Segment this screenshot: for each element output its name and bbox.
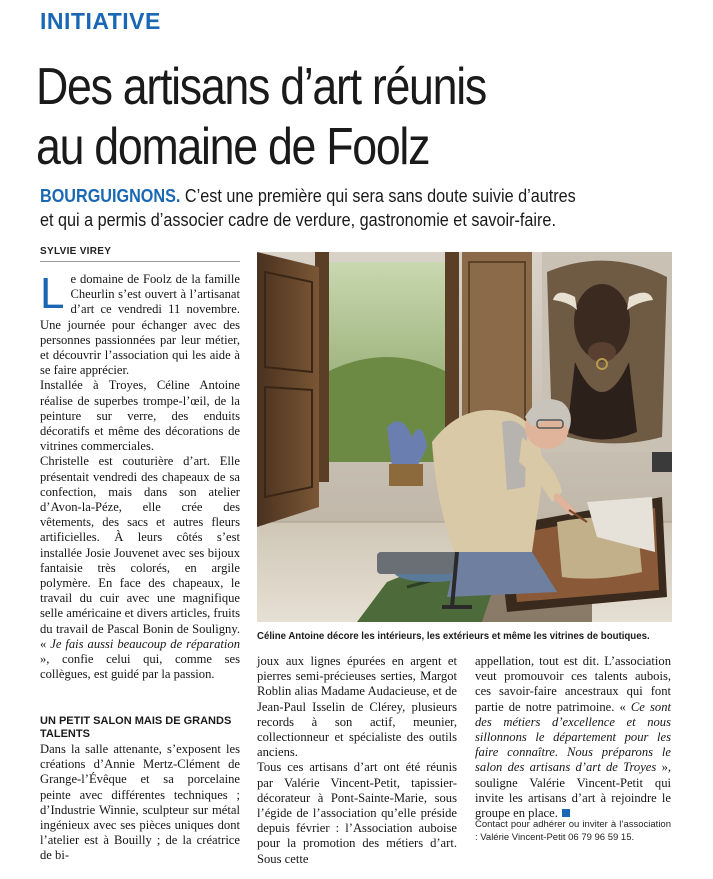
subheading: UN PETIT SALON MAIS DE GRANDS TALENTS (40, 715, 232, 740)
paragraph-7-end: », souligne Valérie Vincent-Petit qui invite les artisans d’art à rejoindre le groupe en place. (475, 760, 672, 821)
article-photo (257, 252, 672, 622)
lead-text-1: C’est une première qui sera sans doute suivie d’autres (180, 186, 576, 206)
paragraph-3-text: Christelle est couturière d’art. Elle présentait vendredi des chapeaux de sa confection, mais dans son atelier d’Avon-la-Péze, elle crée des vêtements, des sacs et autres fleurs artificielles. À leurs côtés s’est installée Josie Jouvenet avec ses bijoux fantaisie très colorés, en argile polymère. En face des chapeaux, le travail du cuir avec une magnifique selle américaine et divers articles, fruits du travail de Pascal Bonin de Souligny. « (40, 454, 241, 651)
end-mark-icon (562, 809, 570, 817)
contact-info: Contact pour adhérer ou inviter à l’association : Valérie Vincent-Petit 06 79 96 59 15. (475, 819, 671, 843)
drop-cap: L (40, 269, 65, 318)
paragraph-3-end: », confie celui qui, comme ses collègues, est guidé par la passion. (40, 652, 240, 682)
headline-line-1: Des artisans d’art réunis (36, 58, 486, 116)
article-column-2 (257, 654, 457, 867)
photo-illustration (257, 252, 672, 622)
paragraph-2: Installée à Troyes, Céline Antoine réalise de superbes trompe-l’œil, de la peinture sur verre, des enduits décoratifs et même des décorations de vitrines commerciales. (40, 378, 240, 454)
lead-line-2: et qui a permis d’associer cadre de verdure, gastronomie et savoir-faire. (40, 210, 556, 230)
byline-divider (40, 261, 240, 262)
headline-line-2: au domaine de Foolz (36, 118, 430, 176)
article-column-1-continued (40, 742, 240, 864)
paragraph-7 (475, 654, 671, 821)
lead-line-1 (40, 186, 576, 207)
paragraph-3-quote: Je fais aussi beaucoup de réparation (50, 636, 240, 651)
section-kicker: INITIATIVE (40, 8, 161, 34)
lead-label: BOURGUIGNONS. (40, 186, 181, 206)
paragraph-3 (40, 454, 240, 682)
photo-caption: Céline Antoine décore les intérieurs, les extérieurs et même les vitrines de boutiques. (257, 630, 650, 642)
paragraph-6: Tous ces artisans d’art ont été réunis par Valérie Vincent-Petit, tapissier-décorateur à Pont-Sainte-Marie, sous l’égide de l’association qu’elle préside depuis février : l’Association auboise pour la promotion des métiers d’art. Sous cette (257, 760, 457, 866)
article-column-1 (40, 269, 241, 682)
article-column-3 (475, 654, 671, 821)
paragraph-7-text: appellation, tout est dit. L’association veut promouvoir ces talents aubois, ces savoir-faire ancestraux qui font partie de notre patrimoine. « (475, 654, 671, 714)
paragraph-5: joux aux lignes épurées en argent et pierres semi-précieuses serties, Margot Roblin alias Madame Audacieuse, et de Jean-Paul Isselin de Clérey, plusieurs records à son actif, meunier, collectionneur et spécialiste des outils anciens. (257, 654, 457, 760)
paragraph-7-quote: Ce sont des métiers d’excellence et nous sillonnons le département pour les faire connaître. Nous préparons le salon des artisans d’art de Troyes (475, 699, 671, 775)
paragraph-4: Dans la salle attenante, s’exposent les créations d’Annie Mertz-Clément de Grange-l’Évêque et sa porcelaine peinte avec différentes techniques ; d’Industrie Winnie, sculpteur sur métal ingénieux avec ses pièces uniques dont l’atelier est à Bouilly ; de la créatrice de bi- (40, 742, 240, 863)
paragraph-1: e domaine de Foolz de la famille Cheurlin s’est ouvert à l’artisanat d’art ce vendredi 11 novembre. Une journée pour échanger avec des personnes passionnées par leur métier, et découvrir l’association qui les aide à se faire apprécier. (40, 272, 240, 378)
byline: SYLVIE VIREY (40, 246, 112, 257)
